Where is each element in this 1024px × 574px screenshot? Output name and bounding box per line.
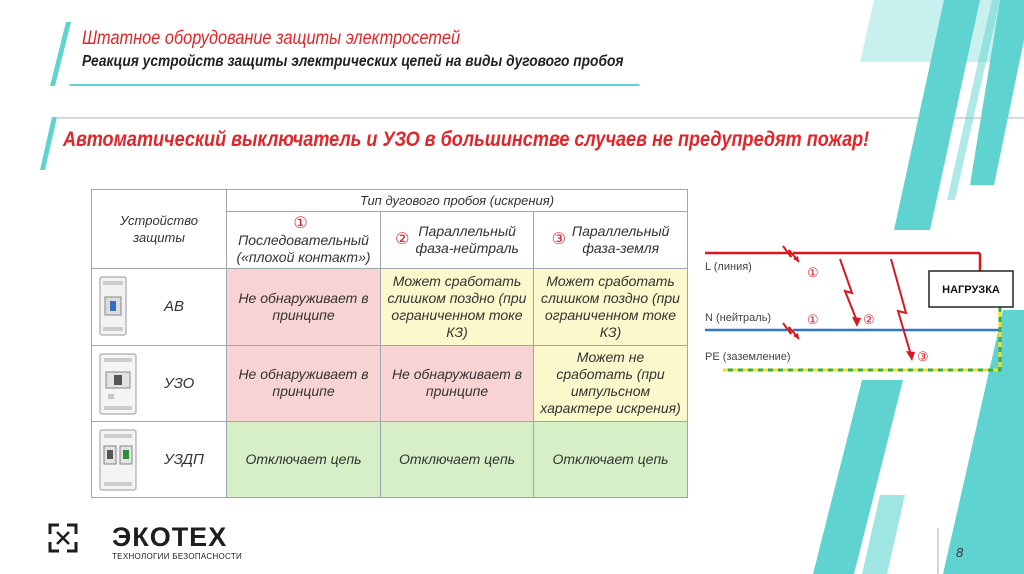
cell-av-2: Может сработать слишком поздно (при ограниченном токе КЗ) [381, 268, 534, 345]
diagram-marker-1-line: ① [807, 265, 819, 280]
parallel-arc-ln-arrow [852, 317, 861, 327]
column-header-1 [227, 212, 381, 269]
page-number: 8 [956, 545, 964, 560]
column-1-line1: Последовательный [238, 231, 369, 248]
device-cell-uzdp [92, 421, 227, 497]
cell-uzo-1: Не обнаруживает в принципе [227, 345, 381, 421]
cell-av-3: Может сработать слишком поздно (при ограниченном токе КЗ) [534, 268, 688, 345]
marker-2: ② [395, 231, 410, 249]
neutral-label: N (нейтраль) [705, 312, 772, 324]
rcd-icon [98, 352, 138, 416]
column-2-line2: фаза-нейтраль [415, 239, 519, 256]
parallel-arc-le-arrow [906, 351, 915, 361]
diagram-marker-3: ③ [917, 349, 929, 364]
cell-uzo-2: Не обнаруживает в принципе [381, 345, 534, 421]
pe-label: PE (заземление) [705, 351, 791, 363]
header-slash [50, 22, 71, 86]
page-title: Штатное оборудование защиты электросетей [82, 28, 461, 49]
column-1-line2: («плохой контакт») [236, 248, 371, 265]
diagram-marker-1-neutral: ① [807, 312, 819, 327]
logo-mark-icon [48, 523, 78, 553]
banner-slash [40, 117, 57, 170]
cell-uzo-3: Может не сработать (при импульсном характере искрения) [534, 345, 688, 421]
circuit-breaker-icon [98, 275, 128, 337]
arc-fault-diagram [695, 235, 1015, 385]
device-header: Устройство защиты [92, 190, 227, 269]
column-3-line1: Параллельный [571, 222, 670, 239]
line-label: L (линия) [705, 261, 752, 273]
device-label-av: АВ [164, 298, 185, 316]
parallel-arc-le-icon [891, 259, 911, 355]
device-label-uzo: УЗО [164, 374, 195, 392]
column-header-2 [381, 212, 534, 269]
device-cell-uzo [92, 345, 227, 421]
column-3-line2: фаза-земля [582, 239, 660, 256]
type-header: Тип дугового пробоя (искрения) [227, 190, 688, 212]
banner-frame [57, 117, 1024, 119]
logo-tagline: ТЕХНОЛОГИИ БЕЗОПАСНОСТИ [112, 552, 243, 561]
column-2-line1: Параллельный [418, 222, 516, 239]
device-cell-av [92, 268, 227, 345]
load-label: НАГРУЗКА [942, 284, 1000, 296]
logo-name: ЭКОТЕХ [112, 522, 228, 552]
marker-1: ① [293, 214, 308, 232]
table-row [92, 421, 688, 497]
cell-av-1: Не обнаруживает в принципе [227, 268, 381, 345]
protection-table [91, 189, 688, 498]
device-label-uzdp: УЗДП [164, 450, 204, 468]
afdd-icon [98, 428, 138, 492]
header-underline [69, 84, 640, 86]
cell-uzdp-1: Отключает цепь [227, 421, 381, 497]
diagram-marker-2: ② [863, 312, 875, 327]
parallel-arc-ln-icon [840, 259, 857, 321]
marker-3: ③ [551, 231, 566, 249]
cell-uzdp-2: Отключает цепь [381, 421, 534, 497]
table-row [92, 345, 688, 421]
table-row [92, 268, 688, 345]
cell-uzdp-3: Отключает цепь [534, 421, 688, 497]
page-subtitle: Реакция устройств защиты электрических цепей на виды дугового пробоя [82, 53, 624, 70]
column-header-3 [534, 212, 688, 269]
warning-banner: Автоматический выключатель и УЗО в большинстве случаев не предупредят пожар! [63, 128, 870, 151]
